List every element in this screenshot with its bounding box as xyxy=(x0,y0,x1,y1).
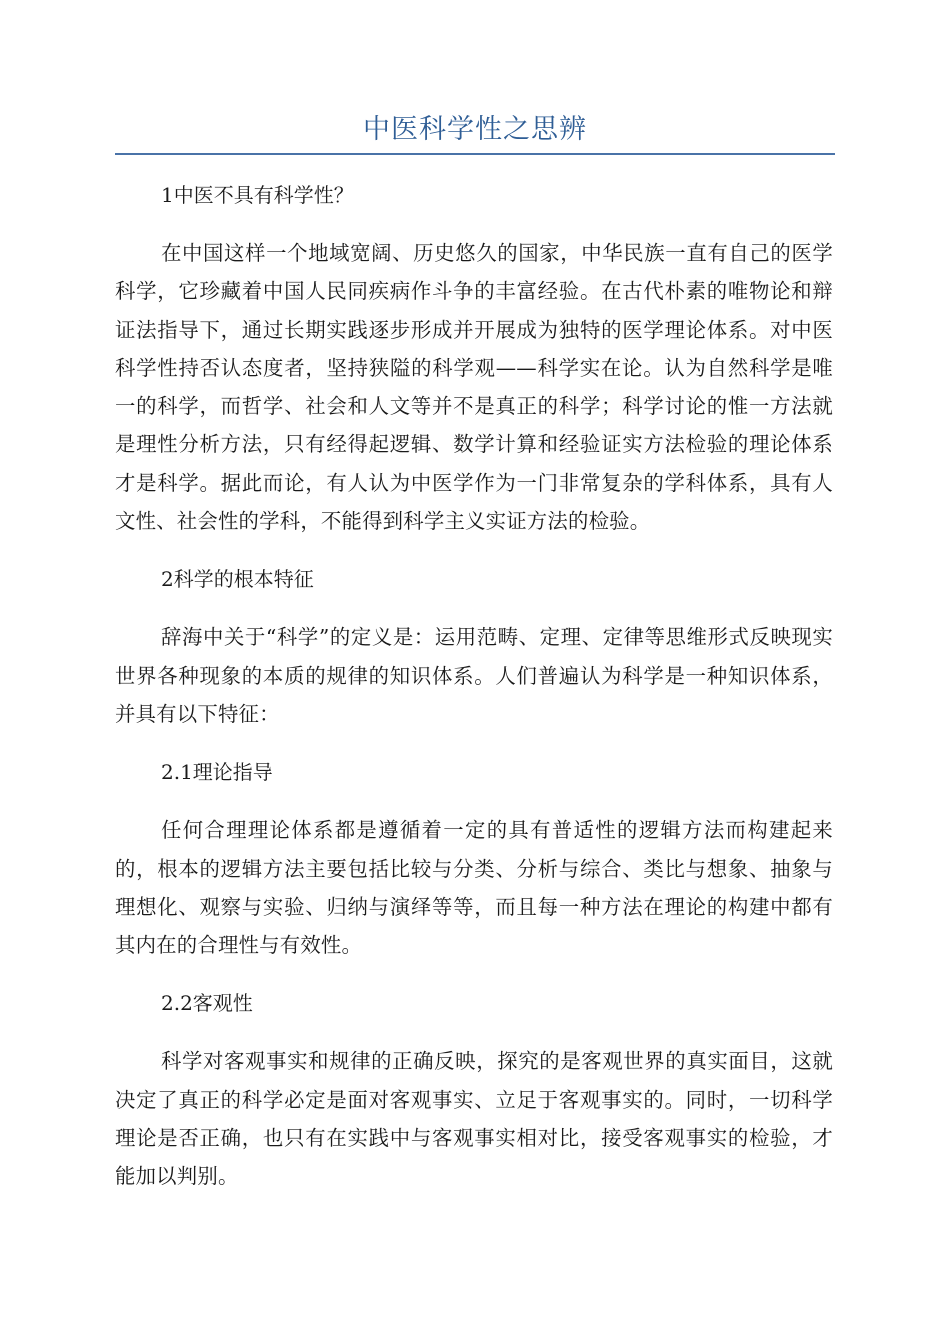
section-heading-2: 2科学的根本特征 xyxy=(161,567,314,592)
paragraph-1: 在中国这样一个地域宽阔、历史悠久的国家，中华民族一直有自己的医学科学，它珍藏着中国人民同疾病作斗争的丰富经验。在古代朴素的唯物论和辩证法指导下，通过长期实践逐步形成并开展成为独特的医学理论体系。对中医科学性持否认态度者，坚持狭隘的科学观——科学实在论。认为自然科学是唯一的科学，而哲学、社会和人文等并不是真正的科学；科学讨论的惟一方法就是理性分析方法，只有经得起逻辑、数学计算和经验证实方法检验的理论体系才是科学。据此而论，有人认为中医学作为一门非常复杂的学科体系，具有人文性、社会性的学科，不能得到科学主义实证方法的检验。 xyxy=(115,241,833,534)
paragraph-4: 科学对客观事实和规律的正确反映，探究的是客观世界的真实面目，这就决定了真正的科学必定是面对客观事实、立足于客观事实的。同时，一切科学理论是否正确，也只有在实践中与客观事实相对比，接受客观事实的检验，才能加以判别。 xyxy=(115,1049,833,1189)
section-heading-1: 1中医不具有科学性？ xyxy=(161,183,354,207)
section-heading-2-2: 2.2客观性 xyxy=(161,991,253,1016)
paragraph-3: 任何合理理论体系都是遵循着一定的具有普适性的逻辑方法而构建起来的，根本的逻辑方法主要包括比较与分类、分析与综合、类比与想象、抽象与理想化、观察与实验、归纳与演绎等等，而且每一种方法在理论的构建中都有其内在的合理性与有效性。 xyxy=(115,818,833,958)
title-underline xyxy=(115,153,835,155)
document-body xyxy=(115,176,833,1216)
document-title: 中医科学性之思辨 xyxy=(363,114,587,145)
paragraph-2: 辞海中关于“科学”的定义是：运用范畴、定理、定律等思维形式反映现实世界各种现象的本质的规律的知识体系。人们普遍认为科学是一种知识体系，并具有以下特征： xyxy=(115,625,833,726)
section-heading-2-1: 2.1理论指导 xyxy=(161,760,273,785)
